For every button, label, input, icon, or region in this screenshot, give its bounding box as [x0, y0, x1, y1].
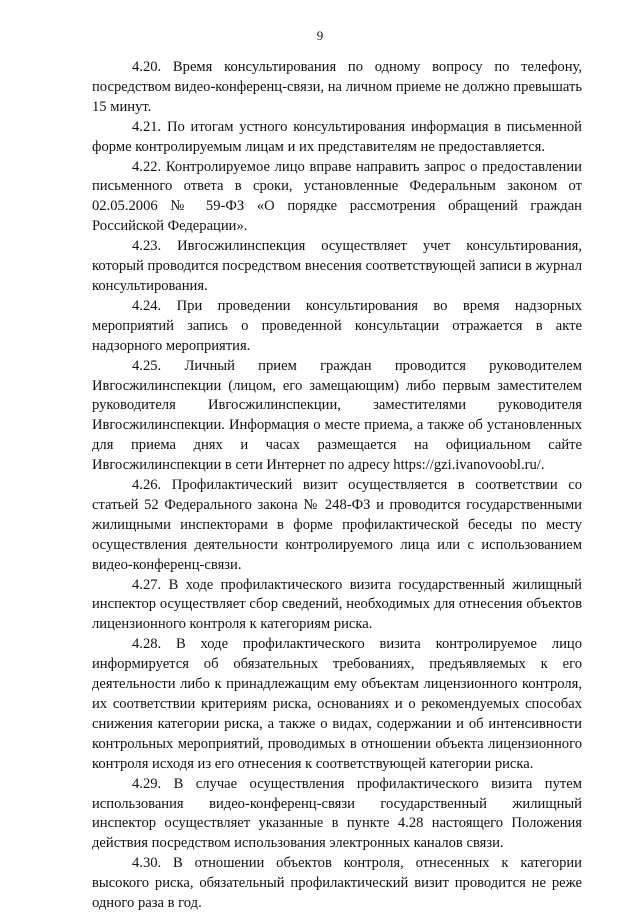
paragraph-4-20: 4.20. Время консультирования по одному вопросу по телефону, посредством видео-конференц-связи, на личном приеме не должно превышать 15 минут. — [92, 59, 582, 115]
paragraph-4-24: 4.24. При проведении консультирования во время надзорных мероприятий запись о проведенной консультации отражается в акте надзорного мероприятия. — [92, 297, 582, 354]
paragraph-4-21: 4.21. По итогам устного консультирования информация в письменной форме контролируемым лицам и их представителям не предоставляется. — [92, 118, 582, 155]
paragraph-4-28: 4.28. В ходе профилактического визита контролируемое лицо информируется об обязательных требованиях, предъявляемых к его деятельности либо к принадлежащим ему объектам лицензионного контроля, их соответствии критериям риска, основаниях и о рекомендуемых способах снижения категории риска, а также о видах, содержании и об интенсивности контрольных мероприятий, проводимых в отношении объекта лицензионного контроля исходя из его отнесения к соответствующей категории риска. — [92, 636, 582, 772]
paragraph-4-27: 4.27. В ходе профилактического визита государственный жилищный инспектор осуществляет сбор сведений, необходимых для отнесения объектов лицензионного контроля к категориям риска. — [92, 576, 582, 633]
paragraph-4-26: 4.26. Профилактический визит осуществляется в соответствии со статьей 52 Федерального закона № 248-ФЗ и проводится государственными жилищными инспекторами в форме профилактической беседы по месту осуществления деятельности контролируемого лица или с использованием видео-конференц-связи. — [92, 477, 582, 573]
paragraph-4-30: 4.30. В отношении объектов контроля, отнесенных к категории высокого риска, обязательный профилактический визит проводится не реже одного раза в год. — [92, 855, 582, 912]
page-number: 9 — [316, 28, 324, 43]
paragraph-4-23: 4.23. Ивгосжилинспекция осуществляет учет консультирования, который проводится посредством внесения соответствующей записи в журнал консультирования. — [92, 238, 582, 294]
document-body — [92, 58, 582, 914]
paragraph-4-29: 4.29. В случае осуществления профилактического визита путем использования видео-конференц-связи государственный жилищный инспектор осуществляет указанные в пункте 4.28 настоящего Положения действия посредством использования электронных каналов связи. — [92, 775, 582, 852]
paragraph-4-25: 4.25. Личный прием граждан проводится руководителем Ивгосжилинспекции (лицом, его замещающим) либо первым заместителем руководителя Ивгосжилинспекции, заместителями руководителя Ивгосжилинспекции. Информация о месте приема, а также об установленных для приема днях и часах размещается на официальном сайте Ивгосжилинспекции в сети Интернет по адресу https://gzi.ivanovoobl.ru/. — [92, 357, 582, 474]
paragraph-4-22: 4.22. Контролируемое лицо вправе направить запрос о предоставлении письменного ответа в сроки, установленные Федеральным законом от 02.05.2006 № 59-ФЗ «О порядке рассмотрения обращений граждан Российской Федерации». — [92, 158, 582, 235]
